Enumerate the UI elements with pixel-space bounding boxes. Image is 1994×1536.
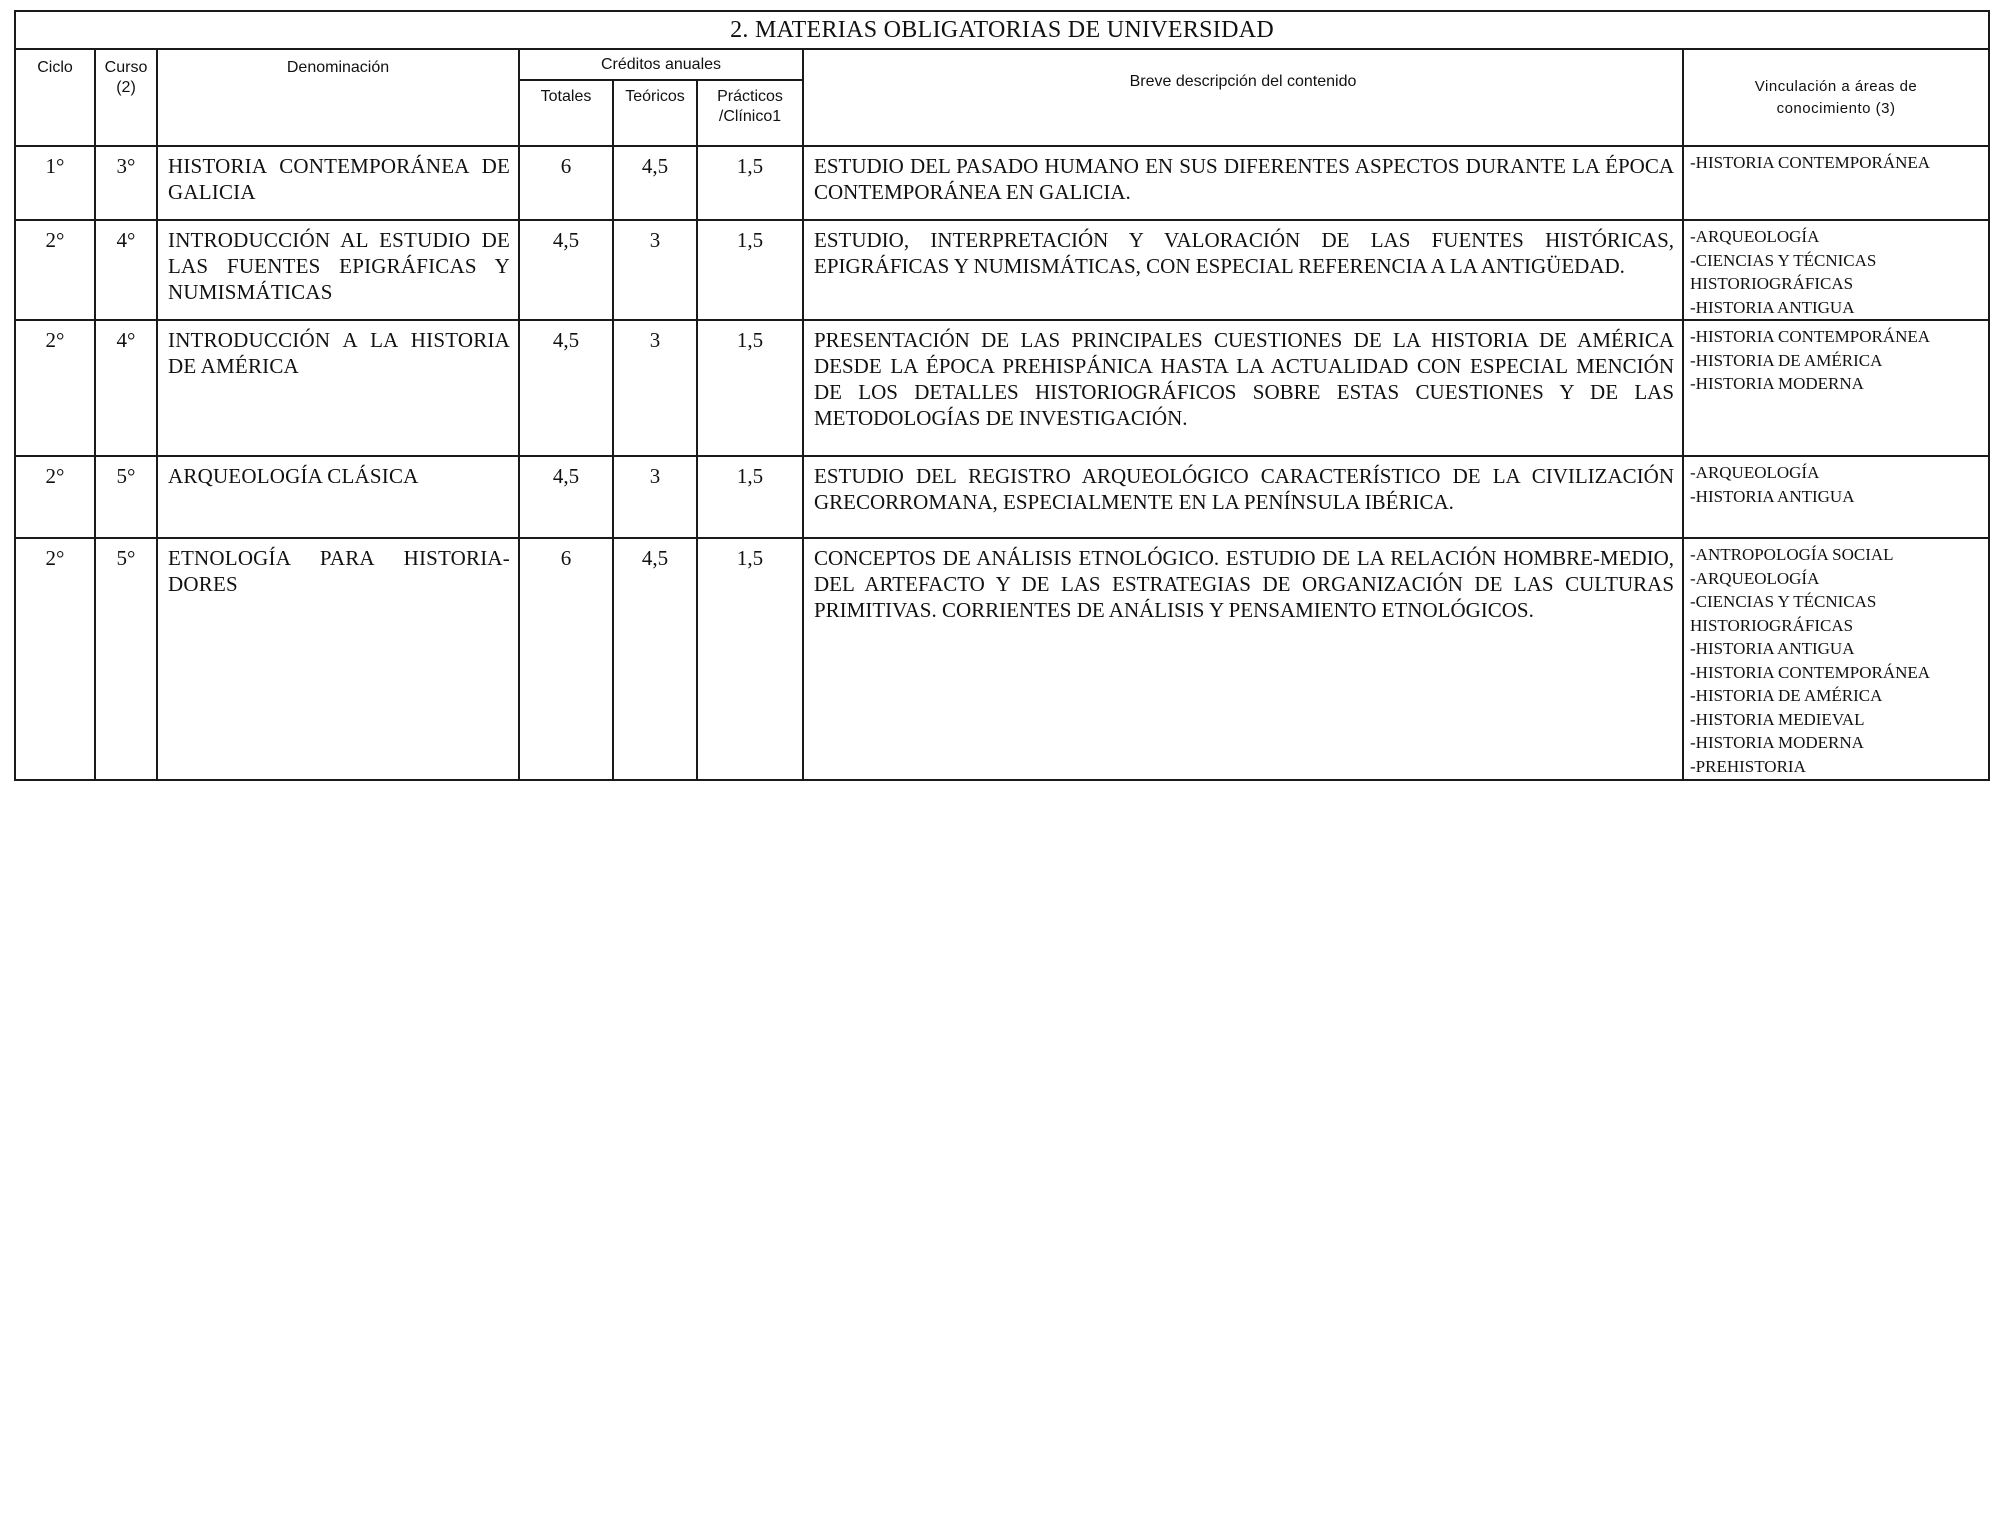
cell-descripcion: ESTUDIO, INTERPRETACIÓN Y VALORACIÓN DE LAS FUENTES HISTÓRICAS, EPIGRÁFICAS Y NUMISMÁTICAS, CON ESPECIAL REFERENCIA A LA ANTIGÜEDAD. [803, 220, 1683, 320]
table-row [15, 538, 1989, 780]
cell-curso: 3° [95, 146, 157, 220]
area-item: -HISTORIA CONTEMPORÁNEA [1690, 153, 1931, 172]
header-vinculacion [1683, 49, 1989, 146]
cell-teoricos: 3 [613, 456, 697, 538]
header-ciclo: Ciclo [15, 49, 95, 146]
header-denominacion: Denominación [157, 49, 519, 146]
cell-areas [1683, 456, 1989, 538]
table-row [15, 146, 1989, 220]
table-title: 2. MATERIAS OBLIGATORIAS DE UNIVERSIDAD [15, 11, 1989, 49]
header-curso [95, 49, 157, 146]
header-creditos-anuales: Créditos anuales [519, 49, 803, 80]
header-practicos-line1: Prácticos [717, 88, 783, 105]
cell-curso: 5° [95, 456, 157, 538]
area-item: -HISTORIA ANTIGUA [1690, 297, 1855, 317]
cell-denominacion: ARQUEOLOGÍA CLÁSICA [157, 456, 519, 538]
cell-practicos: 1,5 [697, 456, 803, 538]
cell-teoricos: 4,5 [613, 538, 697, 780]
area-item: -HISTORIA MODERNA [1690, 733, 1864, 752]
area-item: -HISTORIA CONTEMPORÁNEA [1690, 662, 1931, 682]
cell-areas [1683, 538, 1989, 780]
cell-denominacion: ETNOLOGÍA PARA HISTORIA-DORES [157, 538, 519, 780]
area-item: -HISTORIA ANTIGUA [1690, 639, 1855, 658]
cell-ciclo: 1° [15, 146, 95, 220]
cell-descripcion: PRESENTACIÓN DE LAS PRINCIPALES CUESTIONES DE LA HISTORIA DE AMÉRICA DESDE LA ÉPOCA PREHISPÁNICA HASTA LA ACTUALIDAD CON ESPECIAL MENCIÓN DE LOS DETALLES HISTORIOGRÁFICOS SOBRE ESTAS CUESTIONES Y DE LAS METODOLOGÍAS DE INVESTIGACIÓN. [803, 320, 1683, 456]
header-practicos [697, 80, 803, 146]
cell-curso: 4° [95, 320, 157, 456]
area-item: -CIENCIAS Y TÉCNICAS [1690, 250, 1877, 270]
area-item: -ARQUEOLOGÍA [1690, 227, 1820, 246]
header-curso-label: Curso [104, 59, 148, 76]
table-row [15, 320, 1989, 456]
cell-ciclo: 2° [15, 220, 95, 320]
cell-areas [1683, 220, 1989, 320]
cell-ciclo: 2° [15, 320, 95, 456]
cell-descripcion: CONCEPTOS DE ANÁLISIS ETNOLÓGICO. ESTUDIO DE LA RELACIÓN HOMBRE-MEDIO, DEL ARTEFACTO Y DE LAS ESTRATEGIAS DE ORGANIZACIÓN DE LAS CULTURAS PRIMITIVAS. CORRIENTES DE ANÁLISIS Y PENSAMIENTO ETNOLÓGICOS. [803, 538, 1683, 780]
area-item: HISTORIOGRÁFICAS [1690, 274, 1854, 293]
table-row [15, 220, 1989, 320]
header-teoricos: Teóricos [613, 80, 697, 146]
area-item: -HISTORIA DE AMÉRICA [1690, 686, 1883, 705]
area-item: -PREHISTORIA [1690, 756, 1806, 776]
header-totales: Totales [519, 80, 613, 146]
cell-totales: 4,5 [519, 220, 613, 320]
area-item: -ANTROPOLOGÍA SOCIAL [1690, 545, 1894, 564]
cell-denominacion: INTRODUCCIÓN AL ESTUDIO DE LAS FUENTES EPIGRÁFICAS Y NUMISMÁTICAS [157, 220, 519, 320]
cell-areas [1683, 320, 1989, 456]
cell-practicos: 1,5 [697, 320, 803, 456]
cell-totales: 4,5 [519, 320, 613, 456]
header-curso-note: (2) [116, 79, 136, 96]
cell-descripcion: ESTUDIO DEL REGISTRO ARQUEOLÓGICO CARACTERÍSTICO DE LA CIVILIZACIÓN GRECORROMANA, ESPECIALMENTE EN LA PENÍNSULA IBÉRICA. [803, 456, 1683, 538]
area-item: -ARQUEOLOGÍA [1690, 568, 1820, 588]
area-item: -HISTORIA DE AMÉRICA [1690, 350, 1883, 370]
cell-teoricos: 4,5 [613, 146, 697, 220]
area-item: -HISTORIA ANTIGUA [1690, 486, 1855, 506]
area-item: HISTORIOGRÁFICAS [1690, 615, 1854, 635]
area-item: -HISTORIA MODERNA [1690, 374, 1864, 393]
cell-teoricos: 3 [613, 220, 697, 320]
area-item: -ARQUEOLOGÍA [1690, 463, 1820, 482]
cell-totales: 4,5 [519, 456, 613, 538]
subjects-table [14, 10, 1990, 781]
cell-totales: 6 [519, 538, 613, 780]
area-item: -HISTORIA CONTEMPORÁNEA [1690, 327, 1931, 346]
cell-practicos: 1,5 [697, 220, 803, 320]
header-descripcion: Breve descripción del contenido [803, 49, 1683, 146]
header-practicos-line2: /Clínico1 [718, 108, 782, 125]
area-item: -CIENCIAS Y TÉCNICAS [1690, 592, 1877, 611]
cell-teoricos: 3 [613, 320, 697, 456]
cell-curso: 5° [95, 538, 157, 780]
cell-practicos: 1,5 [697, 538, 803, 780]
cell-areas [1683, 146, 1989, 220]
cell-descripcion: ESTUDIO DEL PASADO HUMANO EN SUS DIFERENTES ASPECTOS DURANTE LA ÉPOCA CONTEMPORÁNEA EN GALICIA. [803, 146, 1683, 220]
area-item: -HISTORIA MEDIEVAL [1690, 709, 1865, 729]
header-vinculacion-line1: Vinculación a áreas de [1754, 78, 1918, 95]
cell-curso: 4° [95, 220, 157, 320]
table-row [15, 456, 1989, 538]
cell-denominacion: INTRODUCCIÓN A LA HISTORIA DE AMÉRICA [157, 320, 519, 456]
cell-ciclo: 2° [15, 538, 95, 780]
cell-practicos: 1,5 [697, 146, 803, 220]
cell-ciclo: 2° [15, 456, 95, 538]
cell-denominacion: HISTORIA CONTEMPORÁNEA DE GALICIA [157, 146, 519, 220]
cell-totales: 6 [519, 146, 613, 220]
subjects-sheet [14, 10, 1988, 781]
header-vinculacion-line2: conocimiento (3) [1776, 100, 1896, 117]
